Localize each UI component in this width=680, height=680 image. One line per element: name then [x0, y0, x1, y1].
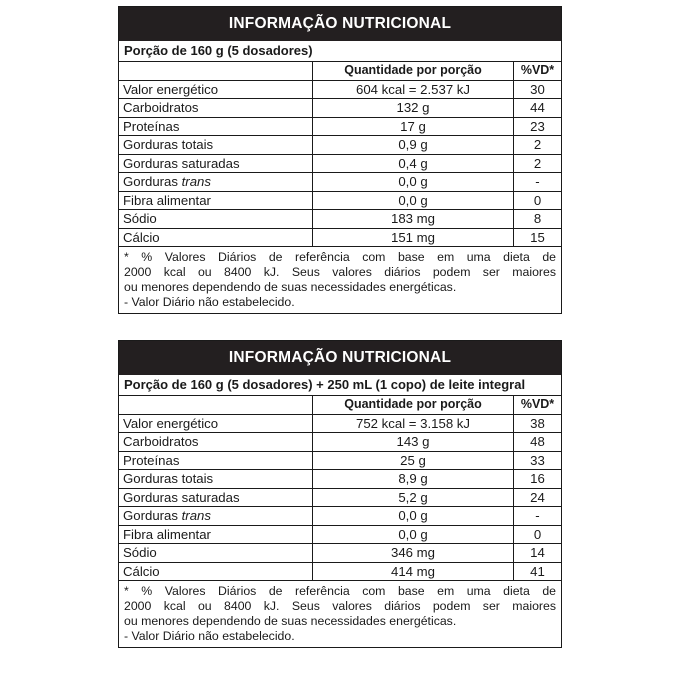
table-row — [119, 562, 561, 581]
table-row — [119, 433, 561, 452]
footnote-line: * % Valores Diários de referência com base em uma dieta de — [124, 584, 556, 598]
table-row — [119, 488, 561, 507]
nutrient-label: Fibra alimentar — [123, 526, 211, 542]
nutrient-column-header — [119, 396, 313, 414]
nutrient-rows — [119, 414, 561, 581]
nutrient-daily-value: 2 — [533, 155, 542, 171]
nutrient-daily-value: 33 — [530, 452, 545, 468]
daily-value-column-header: %VD* — [520, 397, 555, 411]
table-row — [119, 99, 561, 118]
nutrient-rows — [119, 80, 561, 247]
nutrient-daily-value: 41 — [530, 563, 545, 579]
nutrient-quantity: 132 g — [313, 99, 514, 118]
nutrient-quantity: 0,4 g — [313, 154, 514, 173]
nutrition-facts-panel-with-milk — [118, 340, 562, 648]
footnote-line: ou menores dependendo de suas necessidades energéticas. — [124, 280, 457, 294]
table-row — [119, 507, 561, 526]
nutrient-label: Gorduras — [123, 174, 182, 189]
nutrient-label: Gorduras saturadas — [123, 155, 240, 171]
nutrient-name — [119, 173, 313, 192]
footnote-line: 2000 kcal ou 8400 kJ. Seus valores diários podem ser maiores — [124, 265, 556, 279]
nutrient-name — [119, 488, 313, 507]
nutrient-quantity: 0,0 g — [313, 507, 514, 526]
table-row — [119, 414, 561, 433]
table-row — [119, 525, 561, 544]
nutrient-name — [119, 525, 313, 544]
table-header-row — [119, 62, 561, 80]
nutrient-quantity: 143 g — [313, 433, 514, 452]
nutrient-label: Carboidratos — [123, 434, 199, 449]
nutrient-name — [119, 228, 313, 247]
nutrient-name — [119, 191, 313, 210]
portion-size: Porção de 160 g (5 dosadores) + 250 mL (1 copo) de leite integral — [119, 375, 561, 396]
nutrient-daily-value: - — [535, 508, 540, 523]
nutrient-daily-value: 30 — [530, 81, 545, 97]
quantity-column-header: Quantidade por porção — [313, 396, 514, 414]
nutrient-name — [119, 562, 313, 581]
nutrient-daily-value: 48 — [530, 434, 545, 449]
footnote-line: * % Valores Diários de referência com base em uma dieta de — [124, 250, 556, 264]
nutrient-quantity: 346 mg — [313, 544, 514, 563]
nutrient-daily-value: 23 — [530, 118, 545, 134]
nutrient-label: Valor energético — [123, 81, 219, 97]
table-row — [119, 173, 561, 192]
footnote — [119, 581, 561, 647]
nutrient-daily-value: 24 — [530, 489, 545, 505]
nutrient-label: Fibra alimentar — [123, 192, 211, 208]
table-row — [119, 544, 561, 563]
nutrient-quantity: 0,0 g — [313, 191, 514, 210]
nutrient-label: Gorduras — [123, 508, 182, 523]
footnote-line: 2000 kcal ou 8400 kJ. Seus valores diários podem ser maiores — [124, 599, 556, 613]
nutrient-quantity: 25 g — [313, 451, 514, 470]
nutrient-quantity: 151 mg — [313, 228, 514, 247]
table-row — [119, 136, 561, 155]
nutrient-daily-value: 16 — [530, 471, 545, 486]
nutrient-label: Gorduras totais — [123, 137, 214, 152]
nutrient-daily-value: 15 — [530, 229, 545, 245]
table-row — [119, 228, 561, 247]
footnote-line: - Valor Diário não estabelecido. — [124, 295, 295, 309]
nutrient-label: Carboidratos — [123, 100, 199, 115]
nutrient-label: Gorduras saturadas — [123, 489, 240, 505]
nutrition-table — [119, 396, 561, 581]
table-row — [119, 80, 561, 99]
nutrient-quantity: 414 mg — [313, 562, 514, 581]
nutrient-daily-value: 38 — [530, 415, 545, 431]
table-row — [119, 117, 561, 136]
portion-size: Porção de 160 g (5 dosadores) — [119, 41, 561, 62]
nutrient-quantity: 17 g — [313, 117, 514, 136]
nutrient-label: Valor energético — [123, 415, 219, 431]
table-row — [119, 154, 561, 173]
nutrient-label: Sódio — [123, 211, 157, 226]
nutrient-label: Gorduras totais — [123, 471, 214, 486]
nutrient-label-italic: trans — [181, 174, 211, 189]
nutrient-column-header — [119, 62, 313, 80]
quantity-column-header: Quantidade por porção — [313, 62, 514, 80]
nutrient-label: Cálcio — [123, 563, 160, 579]
nutrition-facts-panel-powder — [118, 6, 562, 314]
nutrient-label: Sódio — [123, 545, 157, 560]
nutrient-quantity: 604 kcal = 2.537 kJ — [313, 80, 514, 99]
nutrient-quantity: 752 kcal = 3.158 kJ — [313, 414, 514, 433]
nutrient-name — [119, 544, 313, 563]
footnote-line: ou menores dependendo de suas necessidades energéticas. — [124, 614, 457, 628]
nutrient-quantity: 0,9 g — [313, 136, 514, 155]
nutrient-quantity: 0,0 g — [313, 525, 514, 544]
nutrient-name — [119, 136, 313, 155]
nutrient-label: Proteínas — [123, 118, 180, 134]
nutrient-name — [119, 99, 313, 118]
nutrient-quantity: 8,9 g — [313, 470, 514, 489]
daily-value-column-header: %VD* — [520, 63, 555, 77]
nutrient-name — [119, 210, 313, 229]
nutrient-name — [119, 117, 313, 136]
footnote-line: - Valor Diário não estabelecido. — [124, 629, 295, 643]
nutrition-table — [119, 62, 561, 247]
nutrient-daily-value: - — [535, 174, 540, 189]
nutrient-label: Cálcio — [123, 229, 160, 245]
nutrient-name — [119, 507, 313, 526]
nutrient-label: Proteínas — [123, 452, 180, 468]
panel-title: INFORMAÇÃO NUTRICIONAL — [119, 7, 561, 41]
table-row — [119, 191, 561, 210]
nutrient-name — [119, 470, 313, 489]
table-row — [119, 470, 561, 489]
nutrient-daily-value: 2 — [533, 137, 542, 152]
nutrient-daily-value: 0 — [533, 192, 542, 208]
table-row — [119, 210, 561, 229]
nutrient-name — [119, 154, 313, 173]
table-row — [119, 451, 561, 470]
nutrient-name — [119, 80, 313, 99]
nutrient-daily-value: 14 — [530, 545, 545, 560]
nutrient-daily-value: 0 — [533, 526, 542, 542]
nutrient-name — [119, 433, 313, 452]
nutrient-name — [119, 414, 313, 433]
nutrient-quantity: 0,0 g — [313, 173, 514, 192]
nutrient-daily-value: 44 — [530, 100, 545, 115]
nutrient-daily-value: 8 — [533, 211, 542, 226]
nutrient-label-italic: trans — [181, 508, 211, 523]
footnote — [119, 247, 561, 313]
table-header-row — [119, 396, 561, 414]
nutrient-quantity: 5,2 g — [313, 488, 514, 507]
nutrient-name — [119, 451, 313, 470]
panel-title: INFORMAÇÃO NUTRICIONAL — [119, 341, 561, 375]
nutrient-quantity: 183 mg — [313, 210, 514, 229]
